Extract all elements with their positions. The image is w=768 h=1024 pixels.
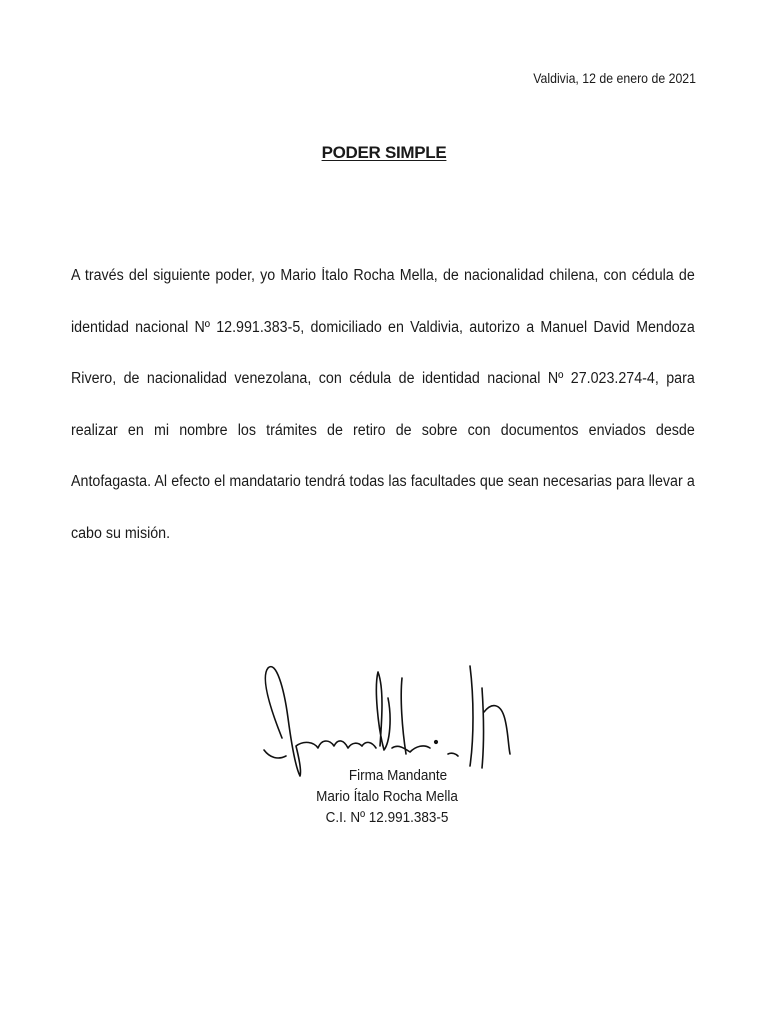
document-body: A través del siguiente poder, yo Mario Ítalo Rocha Mella, de nacionalidad chilena, con cédula de identidad nacional Nº 12.991.383-5, domiciliado en Valdivia, autorizo a Manuel David Mendoza Rivero, de nacionalidad venezolana, con cédula de identidad nacional Nº 27.023.274-4, para realizar en mi nombre los trámites de retiro de sobre con documentos enviados desde Antofagasta. Al efecto el mandatario tendrá todas las facultades que sean necesarias para llevar a cabo su misión. <box>71 267 695 542</box>
document-title: PODER SIMPLE <box>321 143 447 162</box>
signer-id: C.I. Nº 12.991.383-5 <box>325 809 449 826</box>
place-date: Valdivia, 12 de enero de 2021 <box>533 70 696 86</box>
signature-label: Firma Mandante <box>348 767 448 784</box>
signer-name: Mario Ítalo Rocha Mella <box>316 788 458 805</box>
signature-block <box>0 765 768 828</box>
